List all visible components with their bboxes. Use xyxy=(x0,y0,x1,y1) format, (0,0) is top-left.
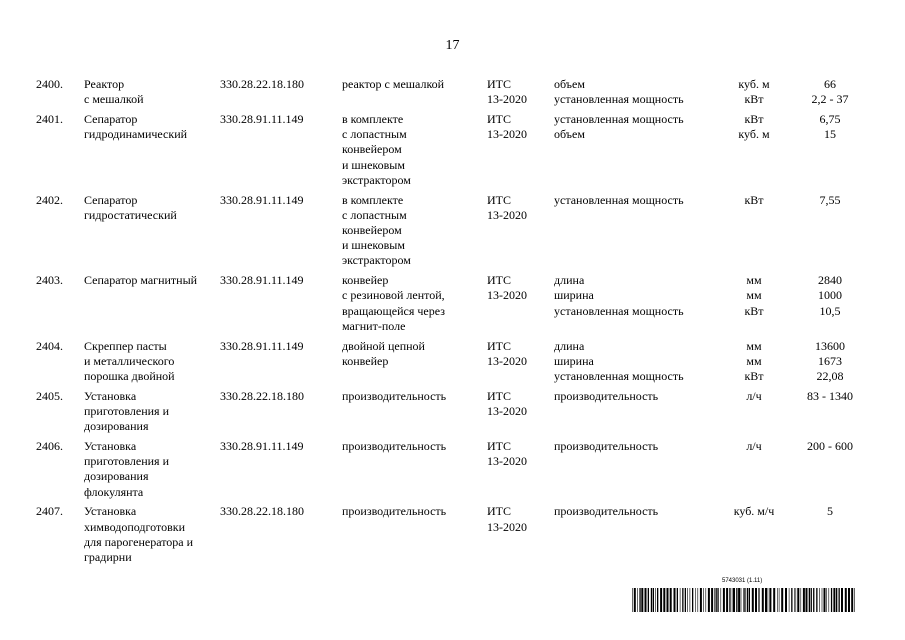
equipment-description-line: экстрактором xyxy=(342,172,411,187)
parameter-units-line: л/ч xyxy=(746,388,762,403)
okpd-code: 330.28.91.11.149 xyxy=(220,273,304,288)
barcode-bar xyxy=(721,588,722,612)
parameter-values-cell xyxy=(794,112,866,193)
barcode-bar xyxy=(736,588,737,612)
parameter-units-cell xyxy=(714,112,794,193)
parameter-units-line: мм xyxy=(746,288,762,303)
parameter-values-line: 10,5 xyxy=(819,303,841,318)
parameter-names-line: установленная мощность xyxy=(554,92,684,107)
parameter-values-line: 1000 xyxy=(818,288,842,303)
row-number: 2404. xyxy=(36,338,63,353)
barcode-bar xyxy=(744,588,745,612)
barcode-bar xyxy=(680,588,681,612)
barcode-bar xyxy=(700,588,702,612)
parameter-names-line: установленная мощность xyxy=(554,192,684,207)
parameter-units-line: кВт xyxy=(744,369,764,384)
row-number: 2406. xyxy=(36,439,63,454)
okpd-code: 330.28.91.11.149 xyxy=(220,338,304,353)
barcode-bar xyxy=(829,588,830,612)
okpd-code: 330.28.91.11.149 xyxy=(220,439,304,454)
equipment-name-line: приготовления и xyxy=(84,454,170,469)
parameter-names-cell xyxy=(554,389,714,439)
parameter-units-line: кВт xyxy=(744,192,764,207)
its-reference-line: ИТС xyxy=(487,504,511,519)
its-reference-cell xyxy=(487,389,554,439)
parameter-names-line: производительность xyxy=(554,439,659,454)
barcode-bar xyxy=(781,588,783,612)
table-row xyxy=(36,112,866,193)
parameter-names-line: установленная мощность xyxy=(554,112,684,126)
barcode-bar xyxy=(743,588,744,612)
equipment-name-line: гидродинамический xyxy=(84,127,188,142)
okpd-code: 330.28.22.18.180 xyxy=(220,504,304,519)
barcode-bar xyxy=(773,588,775,612)
equipment-name-cell xyxy=(84,439,220,504)
parameter-names-line: ширина xyxy=(554,353,594,368)
barcode-bar xyxy=(848,588,850,612)
row-number-cell xyxy=(36,193,84,274)
parameter-names-line: производительность xyxy=(554,504,659,519)
equipment-description-cell xyxy=(342,504,487,569)
its-reference-line: 13-2020 xyxy=(487,454,527,469)
parameter-units-line: куб. м xyxy=(738,127,770,142)
equipment-description-line: и шнековым xyxy=(342,157,405,172)
barcode-bar xyxy=(660,588,662,612)
parameter-units-line: кВт xyxy=(744,92,764,107)
row-number: 2407. xyxy=(36,504,63,519)
parameter-units-cell xyxy=(714,77,794,112)
barcode-bar xyxy=(816,588,817,612)
parameter-units-line: мм xyxy=(746,273,762,288)
barcode-bar xyxy=(670,588,672,612)
barcode-bar xyxy=(769,588,771,612)
barcode-bar xyxy=(653,588,654,612)
parameter-units-cell xyxy=(714,193,794,274)
barcode-bar xyxy=(729,588,730,612)
barcode-bar xyxy=(797,588,799,612)
row-number: 2405. xyxy=(36,388,63,403)
its-reference-cell xyxy=(487,112,554,193)
barcode-bar xyxy=(824,588,826,612)
equipment-name-line: Установка xyxy=(84,439,137,454)
its-reference-line: ИТС xyxy=(487,388,511,403)
row-number-cell xyxy=(36,504,84,569)
equipment-name-line: и металлического xyxy=(84,353,175,368)
okpd-code-cell xyxy=(220,77,342,112)
row-number: 2400. xyxy=(36,77,63,91)
barcode-bar xyxy=(785,588,787,612)
equipment-description-cell xyxy=(342,273,487,338)
its-reference-line: ИТС xyxy=(487,192,511,207)
its-reference-cell xyxy=(487,273,554,338)
equipment-name-line: дозирования xyxy=(84,469,149,484)
parameter-units-line: мм xyxy=(746,338,762,353)
barcode-bar xyxy=(831,588,832,612)
barcode-bar xyxy=(711,588,713,612)
its-reference-line: ИТС xyxy=(487,77,511,91)
equipment-description-cell xyxy=(342,77,487,112)
equipment-description-line: производительность xyxy=(342,439,447,454)
barcode-bar xyxy=(819,588,820,612)
equipment-description-line: с резиновой лентой, xyxy=(342,288,445,303)
equipment-description-line: производительность xyxy=(342,388,447,403)
row-number-cell xyxy=(36,112,84,193)
equipment-name-line: гидростатический xyxy=(84,207,177,222)
parameter-values-cell xyxy=(794,193,866,274)
okpd-code: 330.28.22.18.180 xyxy=(220,388,304,403)
barcode-bar xyxy=(667,588,669,612)
parameter-names-line: установленная мощность xyxy=(554,369,684,384)
equipment-name-cell xyxy=(84,112,220,193)
equipment-description-line: конвейером xyxy=(342,142,402,157)
barcode-bar xyxy=(632,588,633,612)
barcode-image xyxy=(632,588,858,612)
equipment-description-cell xyxy=(342,389,487,439)
equipment-name-line: флокулянта xyxy=(84,484,144,499)
okpd-code-cell xyxy=(220,193,342,274)
barcode-bar xyxy=(655,588,656,612)
equipment-name-line: Сепаратор xyxy=(84,112,138,126)
barcode-bar xyxy=(845,588,847,612)
barcode-bar xyxy=(651,588,652,612)
its-reference-line: 13-2020 xyxy=(487,207,527,222)
equipment-description-line: реактор с мешалкой xyxy=(342,77,445,91)
its-reference-line: ИТС xyxy=(487,338,511,353)
parameter-values-cell xyxy=(794,77,866,112)
equipment-name-line: с мешалкой xyxy=(84,92,144,107)
equipment-name-line: Сепаратор магнитный xyxy=(84,273,198,288)
equipment-description-line: с лопастным xyxy=(342,207,407,222)
parameter-units-line: куб. м xyxy=(738,77,770,91)
equipment-name-line: градирни xyxy=(84,550,132,565)
row-number-cell xyxy=(36,77,84,112)
equipment-description-line: вращающейся через xyxy=(342,303,445,318)
barcode-bar xyxy=(813,588,814,612)
equipment-description-cell xyxy=(342,193,487,274)
barcode-bar xyxy=(801,588,802,612)
equipment-description-line: конвейером xyxy=(342,223,402,238)
parameter-names-cell xyxy=(554,193,714,274)
barcode-bar xyxy=(677,588,678,612)
parameter-names-line: длина xyxy=(554,338,585,353)
parameter-values-line: 66 xyxy=(824,77,836,91)
equipment-name-cell xyxy=(84,339,220,389)
barcode-bar xyxy=(637,588,638,612)
barcode-bar xyxy=(791,588,792,612)
equipment-name-line: дозирования xyxy=(84,419,149,434)
its-reference-line: 13-2020 xyxy=(487,404,527,419)
barcode-bar xyxy=(698,588,699,612)
barcode-bar xyxy=(690,588,691,612)
equipment-name-line: Реактор xyxy=(84,77,125,91)
table-row xyxy=(36,273,866,338)
barcode-bar xyxy=(765,588,767,612)
barcode-bar xyxy=(752,588,754,612)
barcode-bar xyxy=(682,588,683,612)
barcode-bar xyxy=(741,588,742,612)
barcode-bar xyxy=(833,588,835,612)
parameter-values-line: 1673 xyxy=(818,353,842,368)
parameter-values-line: 2,2 - 37 xyxy=(811,92,849,107)
equipment-description-line: экстрактором xyxy=(342,253,411,268)
parameter-values-line: 5 xyxy=(827,504,833,519)
parameter-names-line: объем xyxy=(554,127,585,142)
barcode-caption: 5743031 (1.11) xyxy=(722,578,763,584)
parameter-units-cell xyxy=(714,504,794,569)
parameter-units-line: мм xyxy=(746,353,762,368)
parameter-values-line: 200 - 600 xyxy=(807,439,853,454)
equipment-description-line: в комплекте xyxy=(342,192,404,207)
parameter-units-cell xyxy=(714,339,794,389)
equipment-name-line: приготовления и xyxy=(84,404,170,419)
barcode-bar xyxy=(687,588,688,612)
its-reference-line: 13-2020 xyxy=(487,353,527,368)
parameter-units-cell xyxy=(714,389,794,439)
table-row xyxy=(36,193,866,274)
row-number-cell xyxy=(36,339,84,389)
table-row xyxy=(36,339,866,389)
table-row xyxy=(36,77,866,112)
page-number: 17 xyxy=(445,38,460,53)
equipment-description-line: в комплекте xyxy=(342,112,404,126)
parameter-values-line: 2840 xyxy=(818,273,842,288)
parameter-values-line: 22,08 xyxy=(816,369,844,384)
parameter-names-cell xyxy=(554,273,714,338)
parameter-names-line: производительность xyxy=(554,388,659,403)
barcode-bar xyxy=(732,588,733,612)
its-reference-line: ИТС xyxy=(487,112,511,126)
table-row xyxy=(36,389,866,439)
equipment-description-line: магнит-поле xyxy=(342,318,406,333)
parameter-values-cell xyxy=(794,339,866,389)
equipment-name-line: Сепаратор xyxy=(84,192,138,207)
parameter-values-line: 83 - 1340 xyxy=(807,388,853,403)
barcode-bar xyxy=(758,588,759,612)
barcode-bar xyxy=(657,588,658,612)
barcode-bar xyxy=(777,588,778,612)
equipment-name-line: химводоподготовки xyxy=(84,519,186,534)
okpd-code: 330.28.91.11.149 xyxy=(220,112,304,126)
okpd-code-cell xyxy=(220,439,342,504)
equipment-name-line: Скреппер пасты xyxy=(84,338,167,353)
barcode-bar xyxy=(836,588,837,612)
barcode-bar xyxy=(841,588,843,612)
parameter-names-cell xyxy=(554,339,714,389)
okpd-code-cell xyxy=(220,504,342,569)
barcode-bar xyxy=(826,588,827,612)
barcode-bar xyxy=(733,588,735,612)
barcode-bar xyxy=(789,588,790,612)
parameter-names-cell xyxy=(554,77,714,112)
parameter-values-line: 13600 xyxy=(815,338,845,353)
barcode-bar xyxy=(645,588,647,612)
barcode-bar xyxy=(851,588,853,612)
barcode-bar xyxy=(717,588,718,612)
its-reference-cell xyxy=(487,193,554,274)
barcode-bar xyxy=(685,588,686,612)
row-number-cell xyxy=(36,389,84,439)
its-reference-cell xyxy=(487,439,554,504)
barcode-bar xyxy=(738,588,740,612)
parameter-units-cell xyxy=(714,273,794,338)
equipment-name-cell xyxy=(84,273,220,338)
barcode-bar xyxy=(714,588,715,612)
row-number: 2403. xyxy=(36,273,63,288)
parameter-units-cell xyxy=(714,439,794,504)
equipment-description-line: и шнековым xyxy=(342,238,405,253)
equipment-table xyxy=(36,77,866,570)
equipment-name-line: Установка xyxy=(84,504,137,519)
its-reference-cell xyxy=(487,504,554,569)
barcode-bar xyxy=(703,588,704,612)
barcode-bar xyxy=(695,588,696,612)
its-reference-line: 13-2020 xyxy=(487,92,527,107)
row-number-cell xyxy=(36,439,84,504)
equipment-name-cell xyxy=(84,389,220,439)
parameter-names-line: объем xyxy=(554,77,585,91)
equipment-name-line: Установка xyxy=(84,388,137,403)
parameter-names-line: длина xyxy=(554,273,585,288)
barcode-bar xyxy=(641,588,643,612)
equipment-description-cell xyxy=(342,112,487,193)
equipment-description-line: конвейер xyxy=(342,353,389,368)
parameter-names-cell xyxy=(554,504,714,569)
barcode-bar xyxy=(706,588,707,612)
barcode-bar xyxy=(755,588,757,612)
barcode-bar xyxy=(796,588,797,612)
barcode-bar xyxy=(648,588,649,612)
barcode-bar xyxy=(811,588,812,612)
row-number: 2401. xyxy=(36,112,63,126)
barcode-bar xyxy=(663,588,665,612)
equipment-description-line: производительность xyxy=(342,504,447,519)
okpd-code-cell xyxy=(220,273,342,338)
barcode-bar xyxy=(747,588,748,612)
equipment-description-line: конвейер xyxy=(342,273,389,288)
okpd-code-cell xyxy=(220,389,342,439)
parameter-names-cell xyxy=(554,439,714,504)
equipment-description-line: двойной цепной xyxy=(342,338,425,353)
its-reference-cell xyxy=(487,77,554,112)
parameter-units-line: кВт xyxy=(744,303,764,318)
barcode-bar xyxy=(803,588,805,612)
equipment-description-cell xyxy=(342,439,487,504)
barcode-bar xyxy=(839,588,840,612)
okpd-code: 330.28.91.11.149 xyxy=(220,192,304,207)
parameter-values-cell xyxy=(794,439,866,504)
barcode-bar xyxy=(762,588,764,612)
barcode-bar xyxy=(759,588,760,612)
parameter-values-line: 7,55 xyxy=(819,192,841,207)
barcode-bar xyxy=(749,588,750,612)
parameter-units-line: кВт xyxy=(744,112,764,126)
equipment-description-line: с лопастным xyxy=(342,127,407,142)
barcode-bar xyxy=(806,588,808,612)
table-row xyxy=(36,439,866,504)
barcode-bar xyxy=(794,588,795,612)
table-body xyxy=(36,77,866,570)
equipment-name-cell xyxy=(84,504,220,569)
parameter-values-cell xyxy=(794,389,866,439)
parameter-names-line: ширина xyxy=(554,288,594,303)
barcode-bar xyxy=(726,588,728,612)
its-reference-cell xyxy=(487,339,554,389)
equipment-name-line: порошка двойной xyxy=(84,369,175,384)
equipment-description-cell xyxy=(342,339,487,389)
okpd-code-cell xyxy=(220,112,342,193)
parameter-names-line: установленная мощность xyxy=(554,303,684,318)
barcode-bar xyxy=(639,588,640,612)
barcode-bar xyxy=(779,588,780,612)
equipment-name-cell xyxy=(84,193,220,274)
barcode-bar xyxy=(708,588,710,612)
its-reference-line: ИТС xyxy=(487,273,511,288)
equipment-name-cell xyxy=(84,77,220,112)
equipment-name-line: для парогенератора и xyxy=(84,534,194,549)
parameter-values-line: 15 xyxy=(824,127,836,142)
parameter-values-cell xyxy=(794,273,866,338)
parameter-values-cell xyxy=(794,504,866,569)
table-row xyxy=(36,504,866,569)
barcode-bar xyxy=(768,588,769,612)
row-number: 2402. xyxy=(36,192,63,207)
barcode-bar xyxy=(809,588,810,612)
parameter-values-line: 6,75 xyxy=(819,112,841,126)
okpd-code-cell xyxy=(220,339,342,389)
its-reference-line: 13-2020 xyxy=(487,127,527,142)
its-reference-line: 13-2020 xyxy=(487,288,527,303)
barcode-bar xyxy=(822,588,823,612)
barcode-bar xyxy=(716,588,717,612)
okpd-code: 330.28.22.18.180 xyxy=(220,77,304,91)
barcode-bar xyxy=(692,588,693,612)
row-number-cell xyxy=(36,273,84,338)
parameter-names-cell xyxy=(554,112,714,193)
barcode-bar xyxy=(723,588,725,612)
its-reference-line: ИТС xyxy=(487,439,511,454)
parameter-units-line: л/ч xyxy=(746,439,762,454)
its-reference-line: 13-2020 xyxy=(487,519,527,534)
barcode-bar xyxy=(634,588,636,612)
parameter-units-line: куб. м/ч xyxy=(733,504,775,519)
barcode-bar xyxy=(674,588,676,612)
barcode-bar xyxy=(854,588,855,612)
